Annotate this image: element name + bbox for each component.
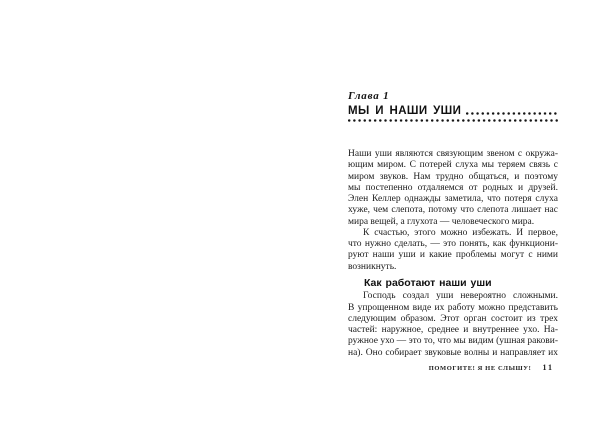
paragraph [348, 149, 558, 228]
chapter-title: МЫ И НАШИ УШИ [348, 105, 462, 117]
chapter-title-row [348, 105, 558, 117]
text-line: Наши уши являются связующим звеном с окружа- [348, 149, 558, 159]
text-line: руют наши уши и какие проблемы могут с ними [348, 250, 558, 261]
text-line: К счастью, этого можно избежать. И первое, [363, 227, 558, 238]
chapter-label: Глава 1 [348, 90, 390, 102]
dotted-leader [466, 112, 558, 115]
page-footer [348, 363, 558, 372]
text-line: частей: наружное, среднее и внутреннее ухо. На- [348, 325, 558, 335]
text-line: мира вещей, а глухота — человеческого мира. [348, 216, 535, 227]
text-line: что нужно сделать, — это понять, как функциони- [348, 239, 558, 249]
section-heading: Как работают наши уши [364, 276, 492, 289]
text-block [348, 91, 558, 372]
text-line: следующим образом. Этот орган состоит из трех [348, 313, 558, 324]
text-line: мы постепенно отдаляемся от родных и друзей. [348, 182, 558, 193]
text-line: В упрощенном виде их работу можно представить [348, 302, 558, 313]
page-number: 11 [542, 362, 554, 372]
text-line: миром звуков. Нам трудно общаться, и поэтому [348, 171, 558, 182]
paragraph [348, 228, 558, 273]
text-line: на). Оно собирает звуковые волны и направляет их [348, 347, 558, 358]
text-line: ющим миром. С потерей слуха мы теряем связь с [348, 160, 558, 171]
body-text [348, 149, 558, 359]
text-line: возникнуть. [348, 261, 397, 272]
text-line: Господь создал уши невероятно сложными. [363, 291, 558, 302]
dotted-rule [348, 119, 558, 122]
text-line: ружное ухо — это то, что мы видим (ушная ракови- [348, 336, 558, 347]
paragraph [348, 291, 558, 359]
text-line: хуже, чем слепота, потому что слепота лишает нас [348, 205, 558, 216]
running-title: ПОМОГИТЕ! Я НЕ СЛЫШУ! [428, 364, 532, 372]
text-line: Элен Келлер однажды заметила, что потеря слуха [348, 194, 558, 204]
